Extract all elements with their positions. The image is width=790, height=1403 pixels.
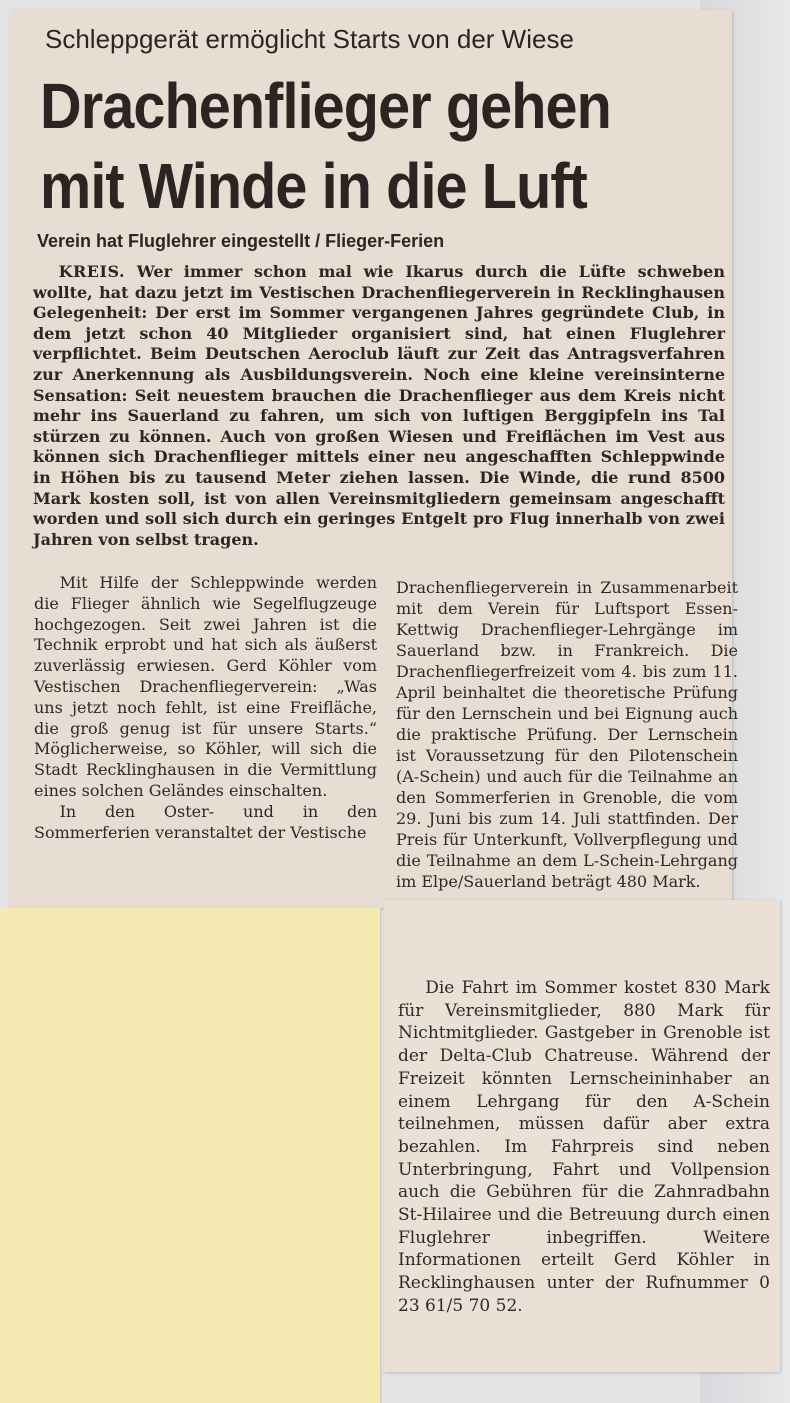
body-column-1	[34, 573, 377, 843]
body-paragraph: Mit Hilfe der Schleppwinde werden die Flieger ähnlich wie Segelflugzeuge hochgezogen. Seit zwei Jahren ist die Technik erprobt und hat sich als äußerst zuverlässig erwiesen. Gerd Köhler vom Vestischen Drachenfliegerverein: „Was uns jetzt noch fehlt, ist eine Freifläche, die groß genug ist für unsere Starts.“ Möglicherweise, so Köhler, will sich die Stadt Recklinghausen in die Vermittlung eines solchen Geländes einschalten.	[34, 573, 377, 800]
headline-line-2: mit Winde in die Luft	[40, 150, 587, 222]
body-paragraph: Die Fahrt im Sommer kostet 830 Mark für Vereinsmitglieder, 880 Mark für Nichtmitglieder. Gastgeber in Grenoble ist der Delta-Club Chatreuse. Während der Freizeit könnten Lernscheininhaber an einem Lehrgang für den A-Schein teilnehmen, müssen dafür aber extra bezahlen. Im Fahrpreis sind neben Unterbringung, Fahrt und Vollpension auch die Gebühren für die Zahnradbahn St-Hilairee und die Betreuung durch einen Fluglehrer inbegriffen. Weitere Informationen erteilt Gerd Köhler in Recklinghausen unter der Rufnummer 0 23 61/5 70 52.	[398, 978, 770, 1316]
article-headline	[40, 66, 652, 226]
body-column-2	[396, 577, 738, 892]
lead-text: Wer immer schon mal wie Ikarus durch die Lüfte schweben wollte, hat dazu jetzt im Vestischen Drachenfliegerverein in Recklinghausen Gelegenheit: Der erst im Sommer vergangenen Jahres gegründete Club, in dem jetzt schon 40 Mitglieder organisiert sind, hat einen Fluglehrer verpflichtet. Beim Deutschen Aeroclub läuft zur Zeit das Antragsverfahren zur Anerkennung als Ausbildungsverein. Noch eine kleine vereinsinterne Sensation: Seit neuestem brauchen die Drachenflieger aus dem Kreis nicht mehr ins Sauerland zu fahren, um sich von luftigen Berggipfeln ins Tal stürzen zu können. Auch von großen Wiesen und Freiflächen im Vest aus können sich Drachenflieger mittels einer neu angeschafften Schleppwinde in Höhen bis zu tausend Meter ziehen lassen. Die Winde, die rund 8500 Mark kosten soll, ist von allen Vereinsmitgliedern gemeinsam angeschafft worden und soll sich durch ein geringes Entgelt pro Flug innerhalb von zwei Jahren von selbst tragen.	[33, 262, 725, 549]
article-lead	[33, 262, 725, 550]
article-subhead: Verein hat Fluglehrer eingestellt / Flieger-Ferien	[37, 231, 445, 251]
article-kicker: Schleppgerät ermöglicht Starts von der Wiese	[45, 24, 574, 54]
sticky-note	[0, 908, 380, 1403]
headline-line-1: Drachenflieger gehen	[40, 70, 611, 142]
dateline: KREIS.	[58, 262, 126, 281]
body-paragraph: Drachenfliegerverein in Zusammenarbeit mit dem Verein für Luftsport Essen-Kettwig Drachenflieger-Lehrgänge im Sauerland bzw. in Frankreich. Die Drachenfliegerfreizeit vom 4. bis zum 11. April beinhaltet die theoretische Prüfung für den Lernschein und bei Eignung auch die praktische Prüfung. Der Lernschein ist Voraussetzung für den Pilotenschein (A-Schein) und auch für die Teilnahme an den Sommerferien in Grenoble, die vom 29. Juni bis zum 14. Juli stattfinden. Der Preis für Unterkunft, Vollverpflegung und die Teilnahme an dem L-Schein-Lehrgang im Elpe/Sauerland beträgt 480 Mark.	[396, 578, 738, 891]
body-paragraph: In den Oster- und in den Sommerferien veranstaltet der Vestische	[34, 801, 377, 842]
body-column-3	[398, 977, 770, 1318]
